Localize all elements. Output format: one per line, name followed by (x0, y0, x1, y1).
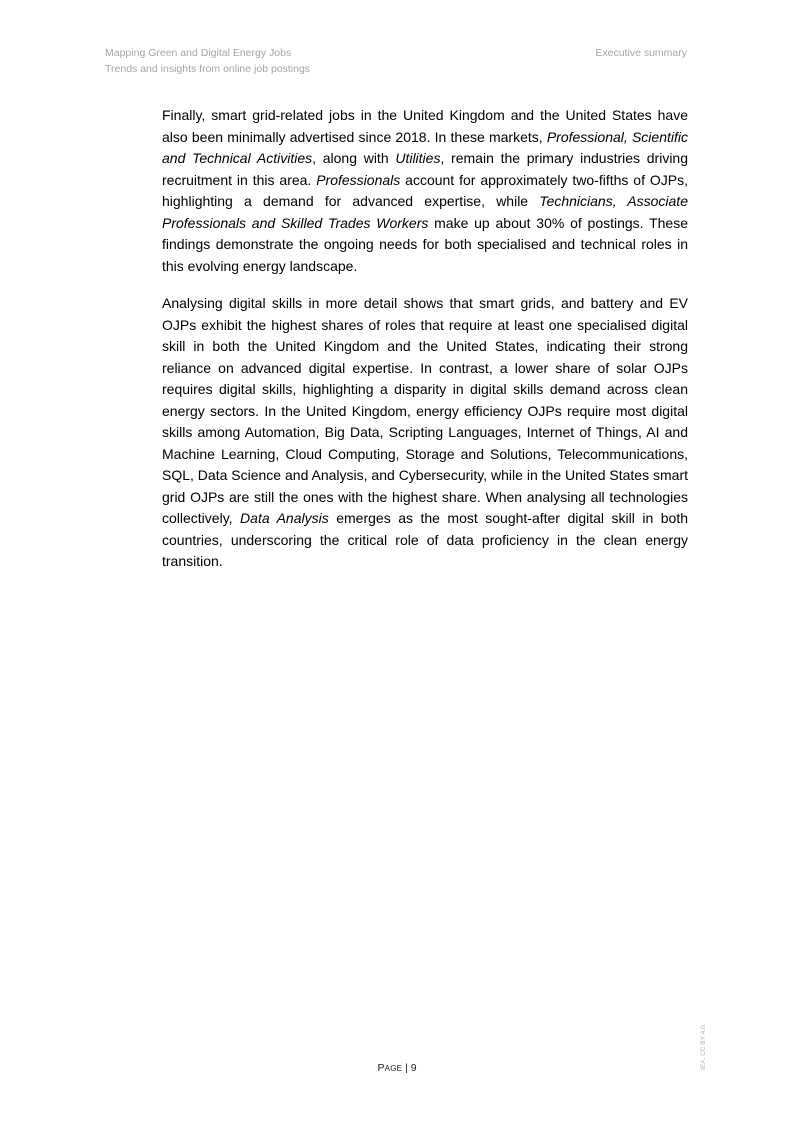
paragraph (162, 105, 688, 277)
italic-term: Professional, Scientific and Technical Activities (162, 128, 688, 166)
italic-term: Data Analysis (240, 510, 329, 526)
italic-term: Utilities (395, 150, 441, 166)
paragraph-text: emerges as the most sought-after digital skill in both countries, underscoring the critical role of data proficiency in the clean energy transition. (162, 510, 689, 569)
italic-term: Professionals (316, 171, 401, 188)
paragraph-text: Finally, smart grid-related jobs in the United Kingdom and the United States have also been minimally advertised since 2018. In these markets, (162, 107, 688, 145)
document-header (105, 45, 310, 77)
paragraph (162, 293, 688, 573)
paragraph-text: , along with (312, 150, 396, 166)
italic-term: Technicians, Associate Professionals and Skilled Trades Workers (162, 193, 688, 231)
paragraph-text: account for approximately two-fifths of OJPs, highlighting a demand for advanced expertise, while (162, 171, 688, 209)
paragraph-text: , remain the primary industries driving recruitment in this area. (162, 150, 688, 188)
paragraph-text: Analysing digital skills in more detail shows that smart grids, and battery and EV OJPs exhibit the highest shares of roles that require at least one specialised digital skill in both the United Kingdom and the United States, indicating their strong reliance on advanced digital expertise. In contrast, a lower share of solar OJPs requires digital skills, highlighting a disparity in digital skills demand across clean energy sectors. In the United Kingdom, energy efficiency OJPs require most digital skills among Automation, Big Data, Scripting Languages, Internet of Things, AI and Machine Learning, Cloud Computing, Storage and Solutions, Telecommunications, SQL, Data Science and Analysis, and Cybersecurity, while in the United States smart grid OJPs are still the ones with the highest share. When analysing all technologies collectively, (162, 295, 688, 526)
paragraph-text: make up about 30% of postings. These findings demonstrate the ongoing needs for both specialised and technical roles in this evolving energy landscape. (162, 214, 688, 274)
page-footer (0, 1062, 794, 1074)
document-title: Mapping Green and Digital Energy Jobs (105, 47, 292, 59)
page-label: PAGE (377, 1062, 403, 1074)
body-text (162, 105, 688, 589)
document-subtitle: Trends and insights from online job postings (105, 63, 311, 75)
section-title: Executive summary (595, 47, 687, 59)
page-number: 9 (410, 1062, 417, 1074)
license-note: IEA. CC BY 4.0. (700, 1023, 707, 1070)
page-separator: | (402, 1062, 411, 1074)
